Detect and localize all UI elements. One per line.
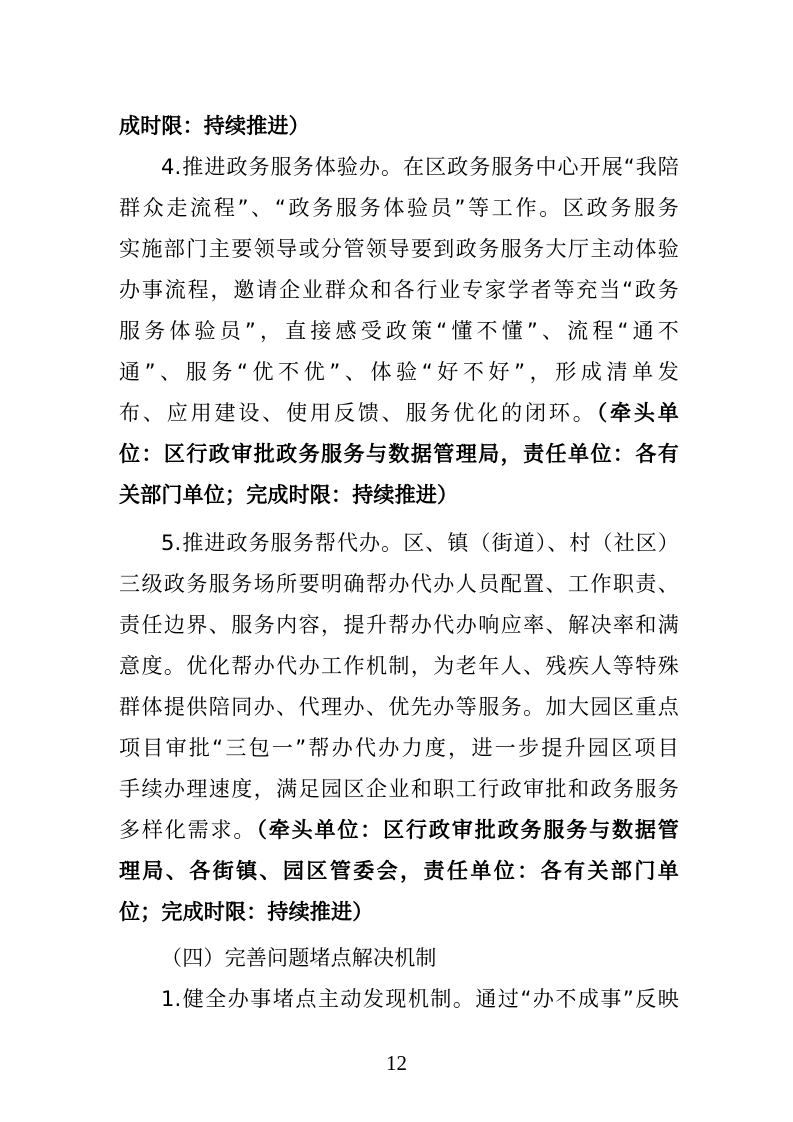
body-text: 服务体验员”，直接感受政策“懂不懂”、流程“通不 bbox=[119, 319, 679, 343]
paragraph-line bbox=[119, 393, 679, 434]
bold-text: 成时限：持续推进） bbox=[119, 114, 310, 138]
body-text: 布、应用建设、使用反馈、服务优化的闭环。 bbox=[119, 401, 597, 425]
body-text: 群体提供陪同办、代理办、优先办等服务。加大园区重点 bbox=[119, 695, 679, 719]
body-text: 办事流程，邀请企业群众和各行业专家学者等充当“政务 bbox=[119, 278, 679, 302]
paragraph-line bbox=[119, 311, 679, 352]
paragraph-line bbox=[119, 434, 679, 475]
paragraph-line bbox=[119, 106, 679, 147]
paragraph-line bbox=[119, 270, 679, 311]
body-text: 三级政务服务场所要明确帮办代办人员配置、工作职责、 bbox=[119, 572, 679, 596]
paragraph-line bbox=[119, 564, 679, 605]
body-text: 5.推进政务服务帮代办。区、镇（街道）、村（社区） bbox=[161, 531, 679, 555]
paragraph-line bbox=[119, 188, 679, 229]
body-text: 4.推进政务服务体验办。在区政务服务中心开展“我陪 bbox=[161, 155, 679, 179]
body-text: 通”、服务“优不优”、体验“好不好”，形成清单发 bbox=[119, 360, 679, 384]
body-text: 1.健全办事堵点主动发现机制。通过“办不成事”反映 bbox=[161, 987, 679, 1011]
paragraph-line bbox=[119, 892, 679, 933]
body-text: 意度。优化帮办代办工作机制，为老年人、残疾人等特殊 bbox=[119, 654, 679, 678]
paragraph-line bbox=[119, 810, 679, 851]
paragraph-line bbox=[119, 229, 679, 270]
paragraph-line bbox=[119, 728, 679, 769]
body-text: 项目审批“三包一”帮办代办力度，进一步提升园区项目 bbox=[119, 736, 679, 760]
paragraph-line bbox=[119, 352, 679, 393]
body-text: 多样化需求。 bbox=[119, 818, 257, 842]
bold-text: （牵头单 bbox=[596, 401, 679, 425]
body-text: 责任边界、服务内容，提升帮办代办响应率、解决率和满 bbox=[119, 613, 679, 637]
bold-text: 位：区行政审批政务服务与数据管理局，责任单位：各有 bbox=[119, 442, 679, 466]
paragraph-line bbox=[119, 605, 679, 646]
bold-text: 关部门单位；完成时限：持续推进） bbox=[119, 483, 459, 507]
paragraph-line bbox=[119, 475, 679, 516]
paragraph-line bbox=[161, 979, 679, 1020]
page-number: 12 bbox=[386, 1051, 407, 1075]
paragraph-line bbox=[119, 687, 679, 728]
heading-text: （四）完善问题堵点解决机制 bbox=[161, 946, 437, 970]
body-text: 手续办理速度，满足园区企业和职工行政审批和政务服务 bbox=[119, 777, 679, 801]
paragraph-line bbox=[119, 646, 679, 687]
paragraph-line bbox=[161, 523, 679, 564]
body-text: 实施部门主要领导或分管领导要到政务服务大厅主动体验 bbox=[119, 237, 679, 261]
bold-text: （牵头单位：区行政审批政务服务与数据管 bbox=[256, 818, 679, 842]
paragraph-line bbox=[119, 851, 679, 892]
paragraph-line bbox=[161, 147, 679, 188]
section-heading bbox=[161, 938, 679, 979]
bold-text: 理局、各街镇、园区管委会，责任单位：各有关部门单 bbox=[119, 859, 679, 883]
paragraph-line bbox=[119, 769, 679, 810]
bold-text: 位；完成时限：持续推进） bbox=[119, 900, 374, 924]
body-text: 群众走流程”、“政务服务体验员”等工作。区政务服务 bbox=[119, 196, 679, 220]
